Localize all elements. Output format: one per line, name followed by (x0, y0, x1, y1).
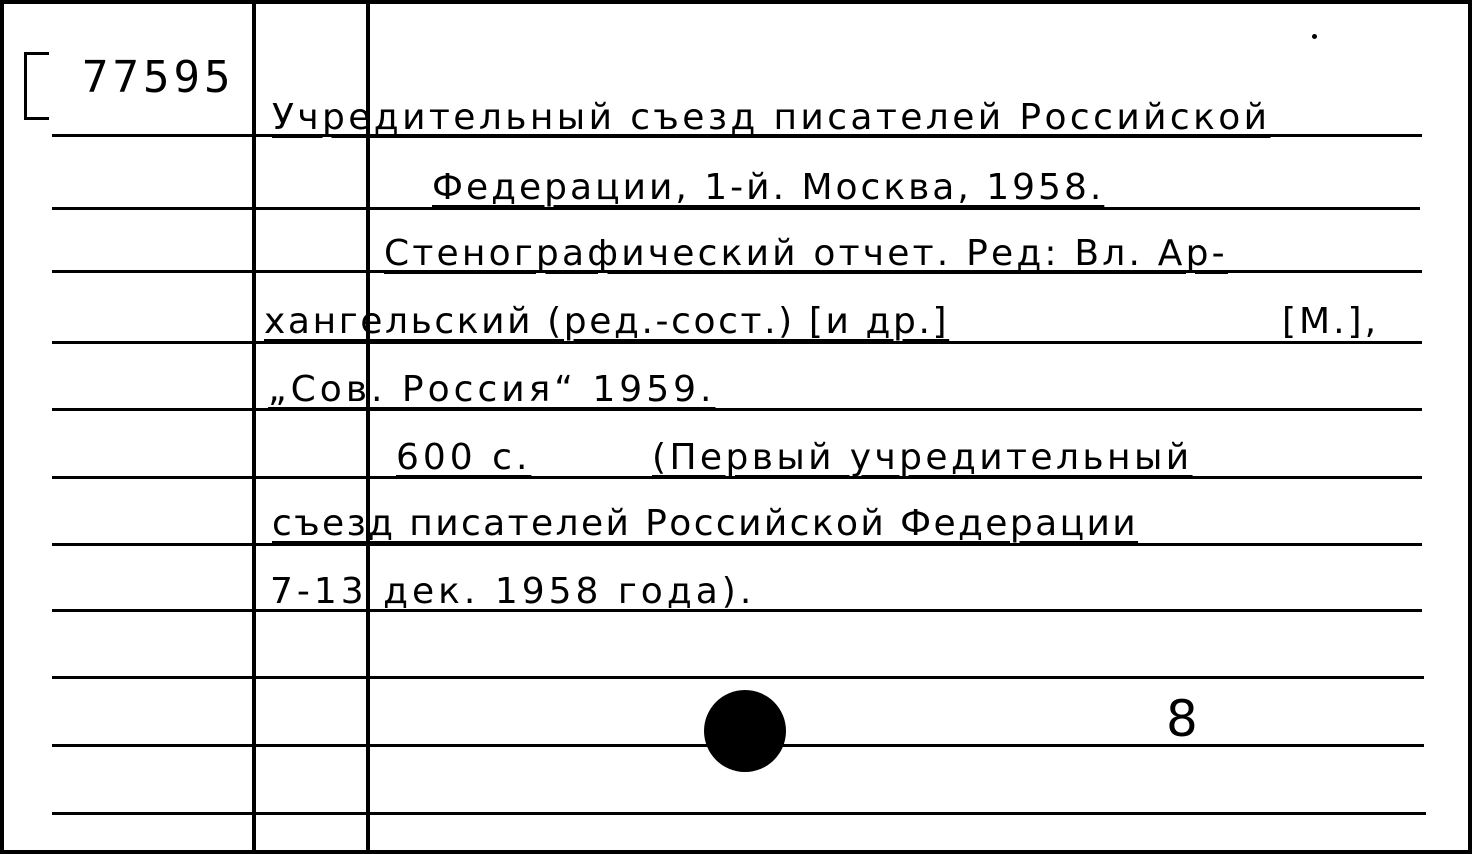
rule-line (52, 676, 1424, 679)
card-line-2: Федерации, 1-й. Москва, 1958. (432, 167, 1105, 208)
card-line-8: 7-13 дек. 1958 года). (270, 571, 756, 612)
rule-line (52, 812, 1426, 815)
call-number: 77595 (82, 52, 235, 103)
card-line-3: Стенографический отчет. Ред: Вл. Ар- (384, 233, 1228, 274)
margin-line-left (252, 4, 256, 854)
corner-number: 8 (1166, 690, 1201, 748)
card-line-4: хангельский (ред.-сост.) [и др.] (264, 301, 950, 342)
ink-dot (1312, 34, 1317, 39)
card-line-6-pages: 600 с. (396, 437, 532, 478)
rule-line (52, 408, 1422, 411)
punch-hole (704, 690, 786, 772)
card-line-5: „Сов. Россия“ 1959. (268, 369, 716, 410)
card-line-7: съезд писателей Российской Федерации (272, 503, 1139, 544)
card-line-4-place: [М.], (1282, 301, 1380, 342)
card-line-1: Учредительный съезд писателей Российской (272, 97, 1271, 138)
bracket-mark (24, 52, 49, 120)
card-line-6-series: (Первый учредительный (652, 437, 1193, 478)
